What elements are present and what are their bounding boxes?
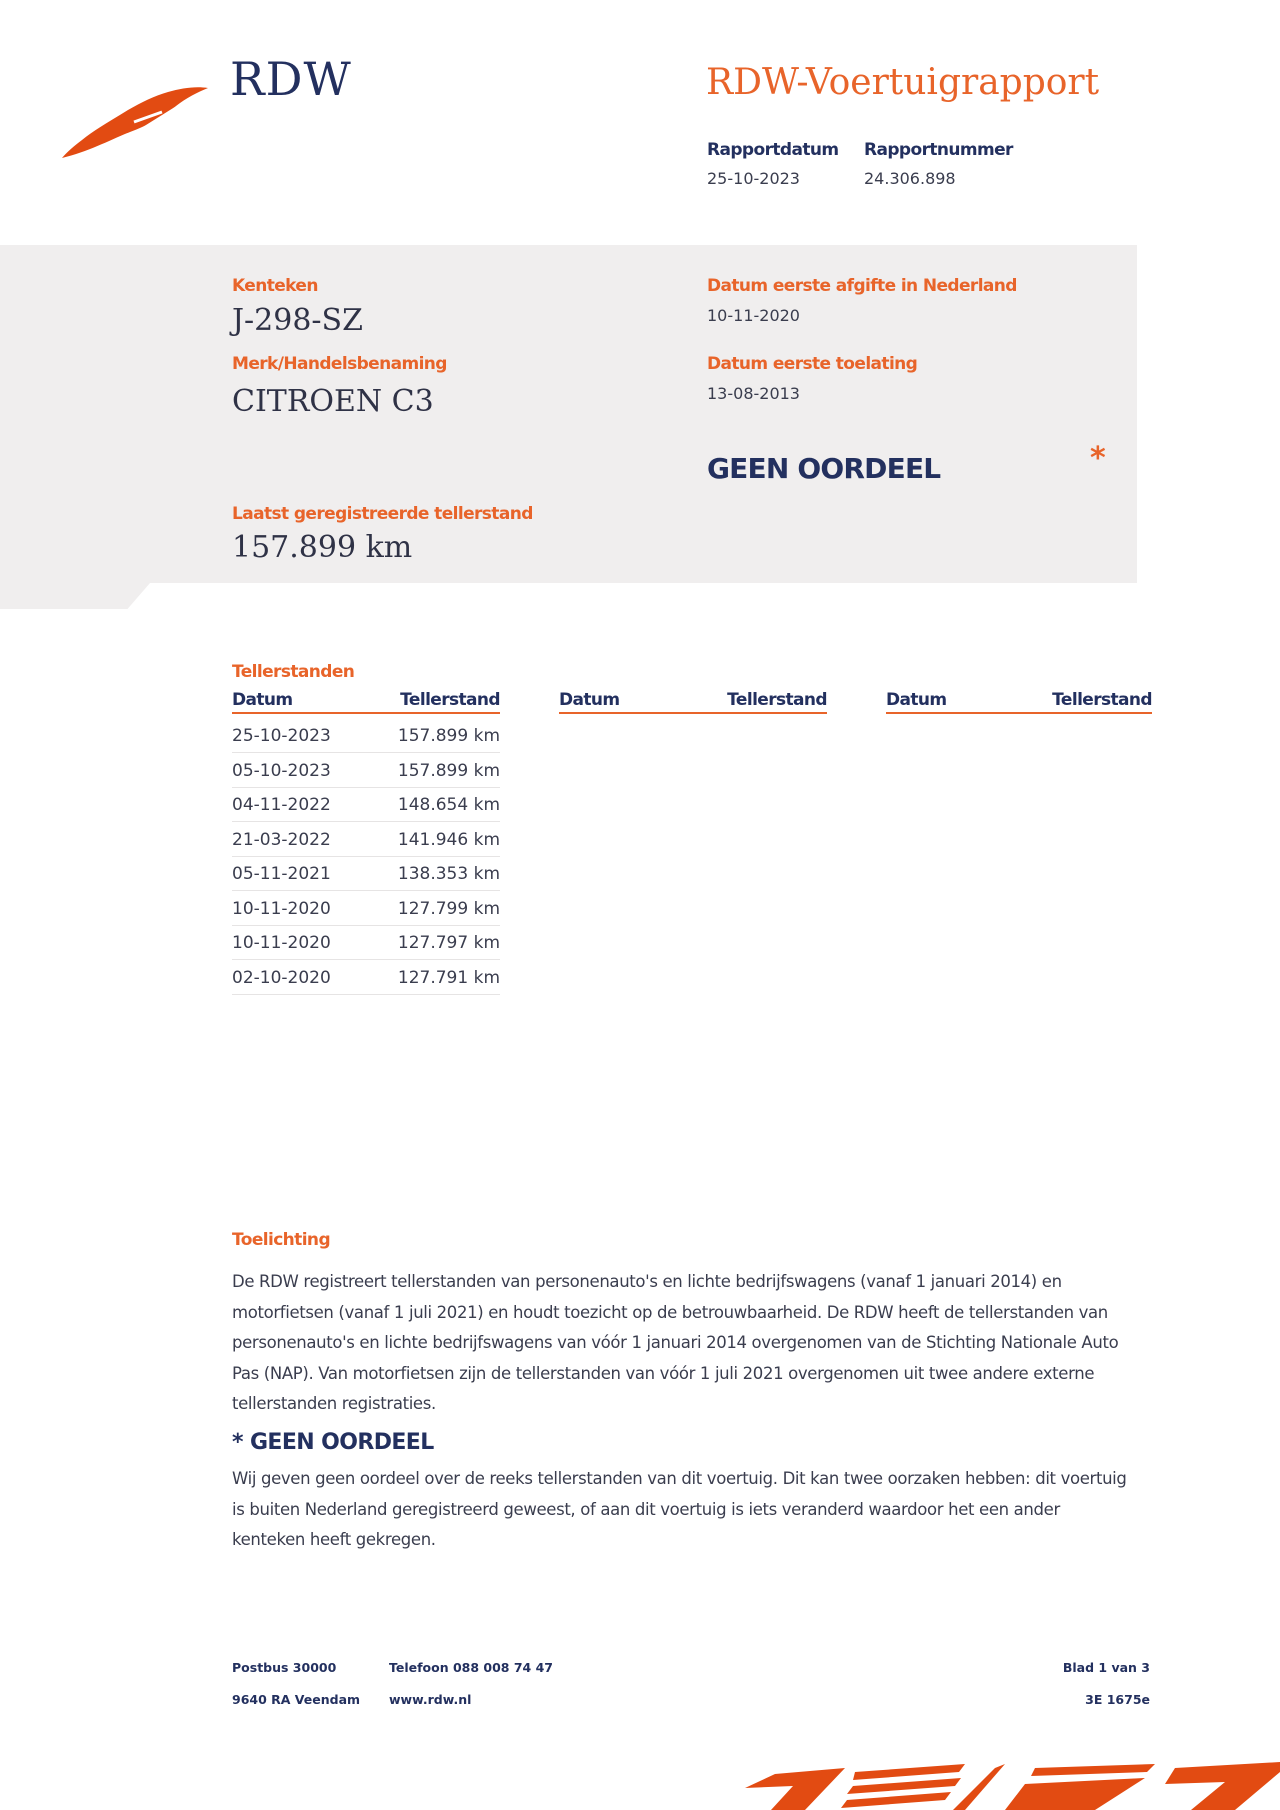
last-odometer-label: Laatst geregistreerde tellerstand [232, 504, 533, 524]
logo-text: RDW [230, 52, 352, 106]
column-header-reading: Tellerstand [727, 690, 827, 710]
odometer-table-3 [886, 690, 1152, 720]
report-number: 24.306.898 [864, 169, 956, 188]
odometer-table-2 [559, 690, 827, 720]
verdict-asterisk: * [1090, 441, 1106, 476]
row-reading: 157.899 km [397, 760, 500, 781]
table-row [232, 787, 500, 822]
footer-code: 3E 1675e [1085, 1692, 1150, 1707]
report-date-label: Rapportdatum [707, 140, 839, 160]
rdw-logo-icon [58, 82, 210, 162]
row-reading: 127.797 km [397, 933, 500, 953]
row-date: 21-03-2022 [232, 829, 331, 850]
footer-city: 9640 RA Veendam [232, 1692, 361, 1707]
row-reading: 148.654 km [397, 795, 500, 815]
table-row [232, 891, 500, 926]
explanation-title: Toelichting [232, 1230, 331, 1250]
first-nl-label: Datum eerste afgifte in Nederland [707, 276, 1017, 296]
column-header-date: Datum [559, 690, 620, 710]
row-date: 10-11-2020 [232, 933, 331, 953]
odometer-table-1 [232, 690, 500, 1010]
row-reading: 141.946 km [397, 829, 500, 850]
last-odometer-value: 157.899 km [232, 530, 413, 565]
row-date: 04-11-2022 [232, 795, 331, 815]
verdict-note-body: Wij geven geen oordeel over de reeks tellerstanden van dit voertuig. Dit kan twee oorzaken hebben: dit voertuig is buiten Nederland geregistreerd geweest, of aan dit voertuig is iets veranderd waardoor het een ander kenteken heeft gekregen. [232, 1469, 1127, 1549]
footer-phone: Telefoon 088 008 74 47 [389, 1660, 554, 1675]
rdw-decorative-stripes-icon [735, 1760, 1280, 1810]
table-row [232, 753, 500, 788]
plate-value: J-298-SZ [232, 303, 363, 338]
explanation-body: De RDW registreert tellerstanden van personenauto's en lichte bedrijfswagens (vanaf 1 januari 2014) en motorfietsen (vanaf 1 juli 2021) en houdt toezicht op de betrouwbaarheid. De RDW heeft de tellerstanden van personenauto's en lichte bedrijfswagens van vóór 1 januari 2014 overgenomen van de Stichting Nationale Auto Pas (NAP). Van motorfietsen zijn de tellerstanden van vóór 1 juli 2021 overgenomen uit twee andere externe tellerstanden registraties. [232, 1272, 1119, 1413]
row-reading: 138.353 km [397, 864, 500, 884]
report-date: 25-10-2023 [707, 169, 800, 188]
row-reading: 127.799 km [397, 898, 500, 919]
table-row [232, 960, 500, 995]
first-admission-label: Datum eerste toelating [707, 354, 918, 374]
table-row [232, 718, 500, 753]
table-row [232, 822, 500, 857]
row-date: 05-10-2023 [232, 760, 331, 781]
row-reading: 157.899 km [397, 726, 500, 746]
column-header-date: Datum [232, 690, 293, 710]
report-number-label: Rapportnummer [864, 140, 1013, 160]
header-underline [559, 712, 827, 714]
column-header-date: Datum [886, 690, 947, 710]
header-underline [232, 712, 500, 714]
footer-page-number: Blad 1 van 3 [1062, 1660, 1150, 1675]
table-row [232, 925, 500, 960]
row-date: 05-11-2021 [232, 864, 331, 884]
verdict-note-title: * GEEN OORDEEL [232, 1430, 434, 1455]
odometer-section-title: Tellerstanden [232, 662, 355, 682]
header-underline [886, 712, 1152, 714]
table-row [232, 856, 500, 891]
summary-panel-tab [0, 583, 150, 609]
make-label: Merk/Handelsbenaming [232, 354, 447, 374]
row-date: 10-11-2020 [232, 898, 331, 919]
first-admission-value: 13-08-2013 [707, 384, 800, 403]
footer-postbus: Postbus 30000 [232, 1660, 337, 1675]
report-title: RDW-Voertuigrapport [706, 62, 1100, 103]
make-value: CITROEN C3 [232, 384, 434, 419]
row-reading: 127.791 km [397, 967, 500, 988]
first-nl-value: 10-11-2020 [707, 306, 800, 325]
plate-label: Kenteken [232, 276, 318, 296]
column-header-reading: Tellerstand [400, 690, 500, 710]
column-header-reading: Tellerstand [1052, 690, 1152, 710]
footer-website[interactable]: www.rdw.nl [389, 1692, 472, 1707]
row-date: 02-10-2020 [232, 967, 331, 988]
row-date: 25-10-2023 [232, 726, 331, 746]
verdict: GEEN OORDEEL [707, 452, 941, 485]
